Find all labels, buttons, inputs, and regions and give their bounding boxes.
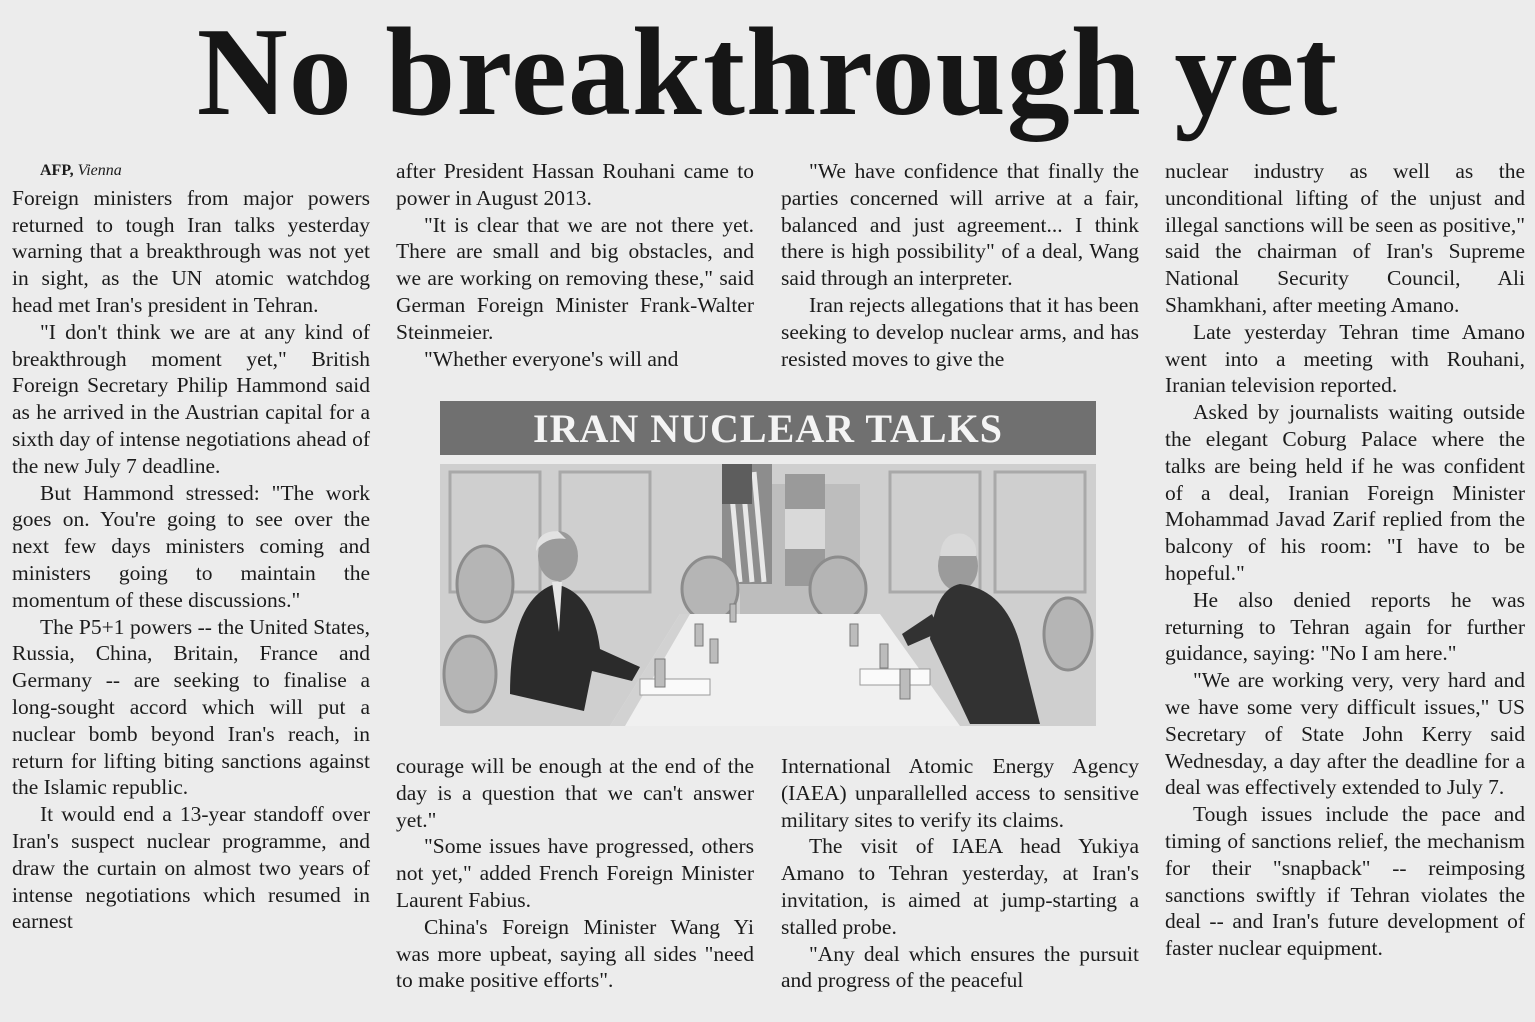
paragraph: But Hammond stressed: "The work goes on. You're going to see over the next few days ministers coming and ministers going to maintain the momentum of these discussions." bbox=[12, 480, 370, 612]
paragraph: "It is clear that we are not there yet. There are small and big obstacles, and we are working on removing these," said German Foreign Minister Frank-Walter Steinmeier. bbox=[396, 212, 754, 344]
article-column-4 bbox=[1165, 158, 1525, 962]
paragraph: "We are working very, very hard and we have some very difficult issues," US Secretary of State John Kerry said Wednesday, a day after the deadline for a deal was effectively extended to July 7. bbox=[1165, 668, 1525, 800]
section-banner: IRAN NUCLEAR TALKS bbox=[440, 401, 1096, 455]
paragraph: Iran rejects allegations that it has been seeking to develop nuclear arms, and has resisted moves to give the bbox=[781, 292, 1139, 371]
paragraph: nuclear industry as well as the unconditional lifting of the unjust and illegal sanctions will be seen as positive," said the chairman of Iran's Supreme National Security Council, Ali Shamkhani, after meeting Amano. bbox=[1165, 159, 1525, 317]
paragraph: "I don't think we are at any kind of breakthrough moment yet," British Foreign Secretary Philip Hammond said as he arrived in the Austrian capital for a sixth day of intense negotiations ahead of the new July 7 deadline. bbox=[12, 319, 370, 478]
paragraph: Tough issues include the pace and timing of sanctions relief, the mechanism for their "snapback" -- reimposing sanctions swiftly if Tehran violates the deal -- and Iran's future development of faster nuclear equipment. bbox=[1165, 802, 1525, 961]
article-column-2-bottom bbox=[396, 753, 754, 994]
meeting-photo-illustration bbox=[440, 464, 1096, 726]
paragraph: courage will be enough at the end of the day is a question that we can't answer yet." bbox=[396, 754, 754, 832]
paragraph: Asked by journalists waiting outside the elegant Coburg Palace where the talks are being held if he was confident of a deal, Iranian Foreign Minister Mohammad Javad Zarif replied from the balcony of his room: "I have to be hopeful." bbox=[1165, 400, 1525, 585]
article-column-3-top bbox=[781, 158, 1139, 372]
paragraph: China's Foreign Minister Wang Yi was more upbeat, saying all sides "need to make positive efforts". bbox=[396, 914, 754, 993]
paragraph: "Whether everyone's will and bbox=[424, 346, 679, 371]
byline-location: Vienna bbox=[77, 162, 122, 179]
paragraph: "We have confidence that finally the parties concerned will arrive at a fair, balanced and just agreement... I think there is high possibility" of a deal, Wang said through an interpreter. bbox=[781, 159, 1139, 291]
paragraph: after President Hassan Rouhani came to power in August 2013. bbox=[396, 159, 754, 210]
paragraph: The visit of IAEA head Yukiya Amano to Tehran yesterday, at Iran's invitation, is aimed at jump-starting a stalled probe. bbox=[781, 834, 1139, 939]
news-photo bbox=[440, 464, 1096, 726]
paragraph: "Some issues have progressed, others not yet," added French Foreign Minister Laurent Fabius. bbox=[396, 834, 754, 912]
paragraph: Late yesterday Tehran time Amano went into a meeting with Rouhani, Iranian television reported. bbox=[1165, 319, 1525, 398]
headline: No breakthrough yet bbox=[196, 3, 1339, 142]
article-column-1 bbox=[12, 158, 370, 935]
byline bbox=[12, 158, 370, 185]
paragraph: Foreign ministers from major powers returned to tough Iran talks yesterday warning that a breakthrough was not yet in sight, as the UN atomic watchdog head met Iran's president in Tehran. bbox=[12, 185, 370, 317]
paragraph: He also denied reports he was returning to Tehran again for further guidance, saying: "No I am here." bbox=[1165, 587, 1525, 666]
paragraph: The P5+1 powers -- the United States, Russia, China, Britain, France and Germany -- are seeking to finalise a long-sought accord which will put a nuclear bomb beyond Iran's reach, in return for lifting biting sanctions against the Islamic republic. bbox=[12, 614, 370, 800]
article-column-3-bottom bbox=[781, 753, 1139, 994]
paragraph: "Any deal which ensures the pursuit and progress of the peaceful bbox=[781, 941, 1139, 993]
article-column-2-top bbox=[396, 158, 754, 372]
byline-agency: AFP, bbox=[40, 162, 74, 179]
paragraph: It would end a 13-year standoff over Iran's suspect nuclear programme, and draw the curtain on almost two years of intense negotiations which resumed in earnest bbox=[12, 802, 370, 934]
paragraph: International Atomic Energy Agency (IAEA) unparallelled access to sensitive military sites to verify its claims. bbox=[781, 754, 1139, 832]
